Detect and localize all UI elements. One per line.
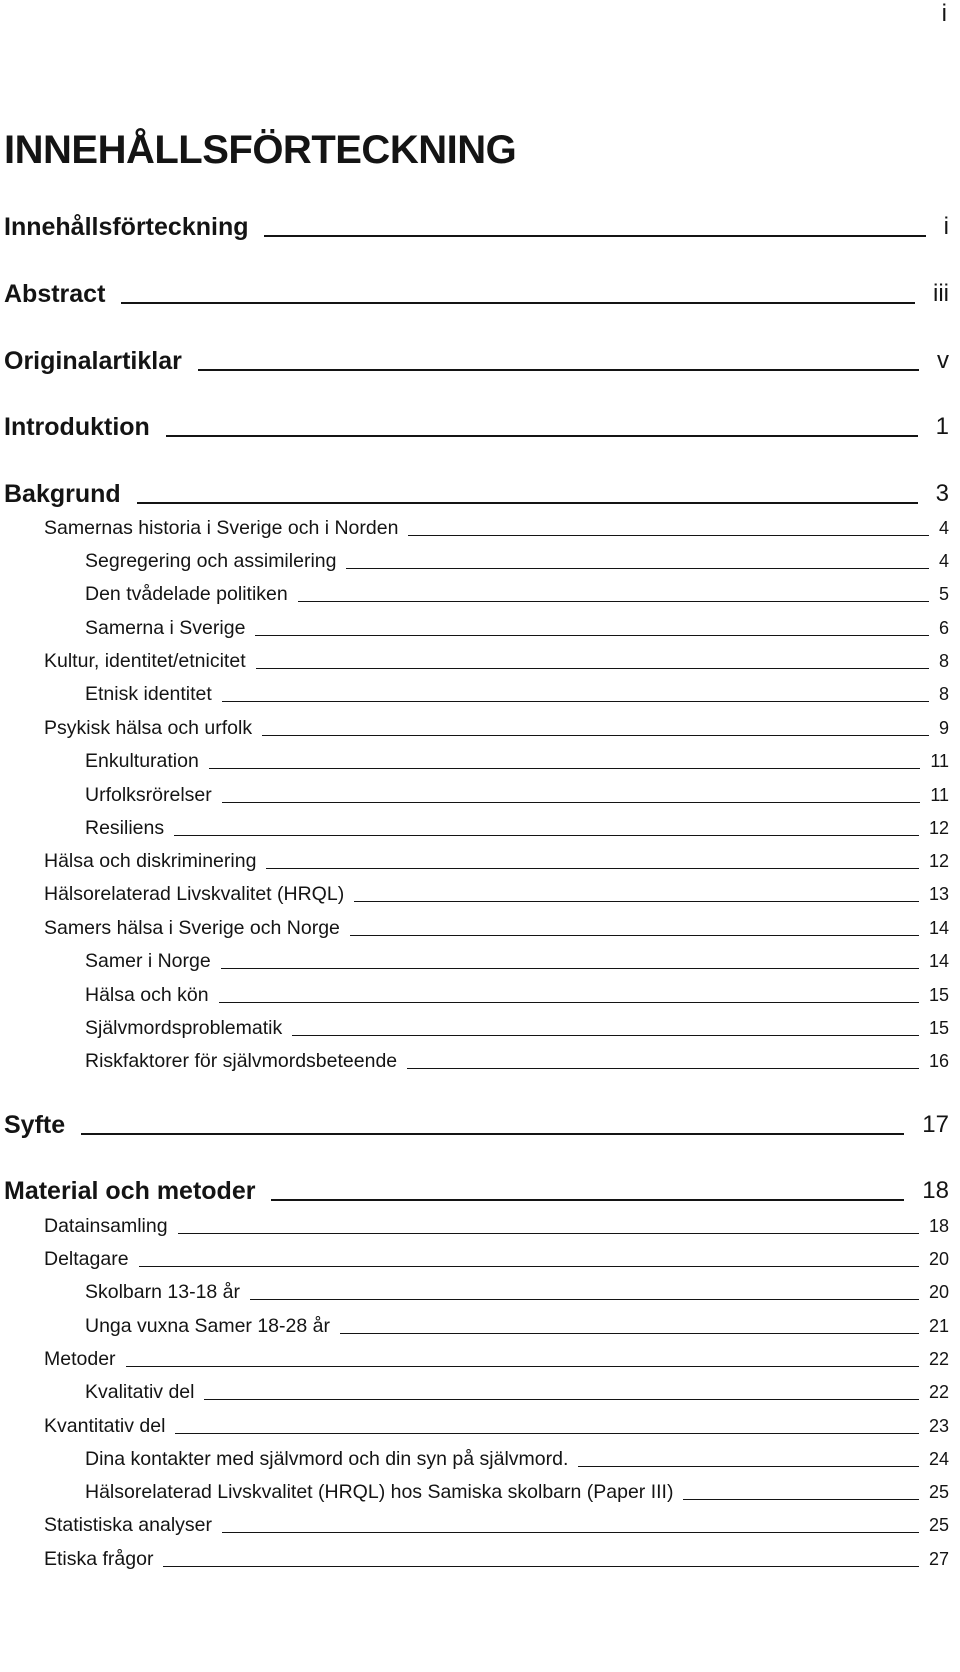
toc-entry[interactable]	[85, 1478, 949, 1506]
toc-entry-title: Enkulturation	[85, 750, 199, 772]
toc-entry-title: Metoder	[44, 1348, 116, 1370]
toc-entry-page: 4	[938, 518, 949, 538]
toc-entry-page: 4	[938, 551, 949, 571]
toc-leader-line	[271, 1199, 904, 1201]
toc-entry-page: 11	[930, 751, 949, 771]
toc-leader-line	[683, 1499, 919, 1500]
toc-entry-title: Syfte	[4, 1111, 66, 1139]
toc-entry[interactable]	[85, 814, 949, 842]
toc-entry[interactable]	[4, 277, 949, 311]
toc-entry-page: 3	[935, 480, 949, 507]
toc-entry-title: Introduktion	[4, 413, 150, 441]
toc-entry[interactable]	[44, 714, 949, 742]
toc-entry-page: 25	[928, 1515, 949, 1535]
toc-leader-line	[163, 1566, 919, 1567]
toc-entry[interactable]	[85, 1378, 949, 1406]
toc-entry-title: Hälsorelaterad Livskvalitet (HRQL) hos Samiska skolbarn (Paper III)	[85, 1481, 674, 1503]
toc-entry[interactable]	[44, 1245, 949, 1273]
toc-entry-page: 8	[938, 651, 949, 671]
toc-entry-title: Kvalitativ del	[85, 1381, 195, 1403]
toc-entry-title: Material och metoder	[4, 1177, 256, 1205]
toc-entry[interactable]	[44, 1545, 949, 1573]
toc-leader-line	[81, 1133, 904, 1135]
toc-entry-title: Bakgrund	[4, 480, 121, 508]
toc-entry-title: Etiska frågor	[44, 1548, 154, 1570]
toc-entry-title: Samernas historia i Sverige och i Norden	[44, 517, 399, 539]
toc-leader-line	[262, 735, 929, 736]
toc-leader-line	[126, 1366, 919, 1367]
toc-entry[interactable]	[85, 614, 949, 642]
toc-entry[interactable]	[85, 1312, 949, 1340]
toc-entry-title: Unga vuxna Samer 18-28 år	[85, 1315, 330, 1337]
page-number: i	[941, 0, 947, 27]
toc-entry[interactable]	[44, 514, 949, 542]
toc-entry[interactable]	[44, 880, 949, 908]
toc-entry[interactable]	[44, 1511, 949, 1539]
toc-leader-line	[407, 1068, 919, 1069]
toc-entry-page: 18	[928, 1216, 949, 1236]
toc-leader-line	[175, 1433, 919, 1434]
toc-entry[interactable]	[85, 680, 949, 708]
toc-leader-line	[222, 701, 929, 702]
toc-entry-title: Samer i Norge	[85, 950, 211, 972]
toc-entry-page: 17	[922, 1111, 949, 1138]
toc-entry[interactable]	[85, 1014, 949, 1042]
toc-leader-line	[121, 302, 915, 304]
toc-entry-title: Datainsamling	[44, 1215, 168, 1237]
toc-entry-page: 24	[928, 1449, 949, 1469]
toc-entry-page: 15	[928, 1018, 949, 1038]
toc-entry-title: Hälsa och diskriminering	[44, 850, 257, 872]
toc-entry[interactable]	[85, 1278, 949, 1306]
toc-entry-page: 5	[938, 584, 949, 604]
toc-leader-line	[298, 601, 929, 602]
toc-leader-line	[178, 1233, 919, 1234]
toc-leader-line	[166, 435, 918, 437]
toc-leader-line	[255, 635, 929, 636]
toc-leader-line	[222, 1532, 919, 1533]
toc-entry-title: Kultur, identitet/etnicitet	[44, 650, 246, 672]
toc-leader-line	[340, 1333, 919, 1334]
toc-entry-page: 22	[928, 1349, 949, 1369]
toc-leader-line	[408, 535, 929, 536]
toc-entry-title: Abstract	[4, 280, 106, 308]
toc-leader-line	[204, 1399, 919, 1400]
toc-entry-title: Originalartiklar	[4, 347, 182, 375]
toc-entry-title: Statistiska analyser	[44, 1514, 212, 1536]
toc-entry[interactable]	[85, 580, 949, 608]
toc-entry-page: 18	[922, 1177, 949, 1204]
toc-entry-page: 16	[928, 1051, 949, 1071]
toc-leader-line	[174, 835, 919, 836]
toc-leader-line	[350, 935, 919, 936]
toc-entry[interactable]	[4, 477, 949, 511]
toc-entry-page: 14	[928, 951, 949, 971]
toc-entry-title: Kvantitativ del	[44, 1415, 166, 1437]
toc-leader-line	[292, 1035, 919, 1036]
toc-entry-page: v	[937, 347, 949, 374]
toc-entry-title: Hälsa och kön	[85, 984, 209, 1006]
toc-leader-line	[219, 1002, 919, 1003]
toc-entry-title: Samerna i Sverige	[85, 617, 246, 639]
toc-entry-title: Dina kontakter med självmord och din syn på självmord.	[85, 1448, 569, 1470]
toc-entry[interactable]	[44, 914, 949, 942]
toc-entry[interactable]	[85, 1445, 949, 1473]
toc-entry[interactable]	[4, 1174, 949, 1208]
toc-entry-page: 25	[928, 1482, 949, 1502]
toc-leader-line	[139, 1266, 919, 1267]
toc-leader-line	[198, 369, 919, 371]
toc-entry[interactable]	[85, 1047, 949, 1075]
toc-entry[interactable]	[85, 947, 949, 975]
toc-leader-line	[221, 968, 919, 969]
toc-entry-page: 21	[928, 1316, 949, 1336]
toc-entry-title: Självmordsproblematik	[85, 1017, 283, 1039]
toc-entry-page: 23	[928, 1416, 949, 1436]
toc-leader-line	[354, 901, 919, 902]
page-title: INNEHÅLLSFÖRTECKNING	[4, 128, 517, 172]
toc-entry-page: i	[943, 213, 949, 240]
toc-entry[interactable]	[44, 847, 949, 875]
toc-entry-page: 9	[938, 718, 949, 738]
toc-entry-title: Samers hälsa i Sverige och Norge	[44, 917, 340, 939]
toc-entry-title: Deltagare	[44, 1248, 129, 1270]
toc-leader-line	[222, 802, 921, 803]
toc-entry-title: Resiliens	[85, 817, 165, 839]
toc-entry-page: 8	[938, 684, 949, 704]
toc-entry-title: Hälsorelaterad Livskvalitet (HRQL)	[44, 883, 345, 905]
toc-leader-line	[578, 1466, 919, 1467]
toc-entry-page: 15	[928, 985, 949, 1005]
toc-leader-line	[256, 668, 929, 669]
toc-entry[interactable]	[4, 1108, 949, 1142]
toc-entry-title: Segregering och assimilering	[85, 550, 337, 572]
toc-leader-line	[346, 568, 929, 569]
toc-entry-page: 27	[928, 1549, 949, 1569]
toc-entry-page: 14	[928, 918, 949, 938]
toc-entry-title: Riskfaktorer för självmordsbeteende	[85, 1050, 398, 1072]
toc-entry-page: 11	[930, 785, 949, 805]
toc-entry[interactable]	[85, 747, 949, 775]
toc-entry-page: 6	[938, 618, 949, 638]
toc-entry[interactable]	[44, 647, 949, 675]
toc-entry[interactable]	[4, 410, 949, 444]
toc-leader-line	[264, 235, 925, 237]
toc-entry-title: Den tvådelade politiken	[85, 583, 288, 605]
toc-entry-title: Etnisk identitet	[85, 683, 212, 705]
toc-entry-title: Innehållsförteckning	[4, 213, 249, 241]
toc-entry-page: 20	[928, 1282, 949, 1302]
toc-leader-line	[266, 868, 919, 869]
toc-entry-page: 12	[928, 818, 949, 838]
toc-entry-page: 13	[928, 884, 949, 904]
toc-entry[interactable]	[4, 344, 949, 378]
toc-entry[interactable]	[44, 1212, 949, 1240]
toc-entry-title: Skolbarn 13-18 år	[85, 1281, 241, 1303]
toc-entry-page: 20	[928, 1249, 949, 1269]
toc-entry[interactable]	[44, 1345, 949, 1373]
toc-entry-page: 1	[935, 413, 949, 440]
toc-entry-page: iii	[933, 280, 949, 307]
toc-leader-line	[250, 1299, 919, 1300]
toc-entry[interactable]	[85, 781, 949, 809]
toc-entry[interactable]	[4, 210, 949, 244]
toc-entry[interactable]	[44, 1412, 949, 1440]
toc-entry-title: Psykisk hälsa och urfolk	[44, 717, 253, 739]
toc-entry[interactable]	[85, 981, 949, 1009]
toc-entry-page: 12	[928, 851, 949, 871]
toc-entry[interactable]	[85, 547, 949, 575]
toc-entry-title: Urfolksrörelser	[85, 784, 212, 806]
toc-leader-line	[137, 502, 918, 504]
toc-leader-line	[209, 768, 920, 769]
toc-entry-page: 22	[928, 1382, 949, 1402]
